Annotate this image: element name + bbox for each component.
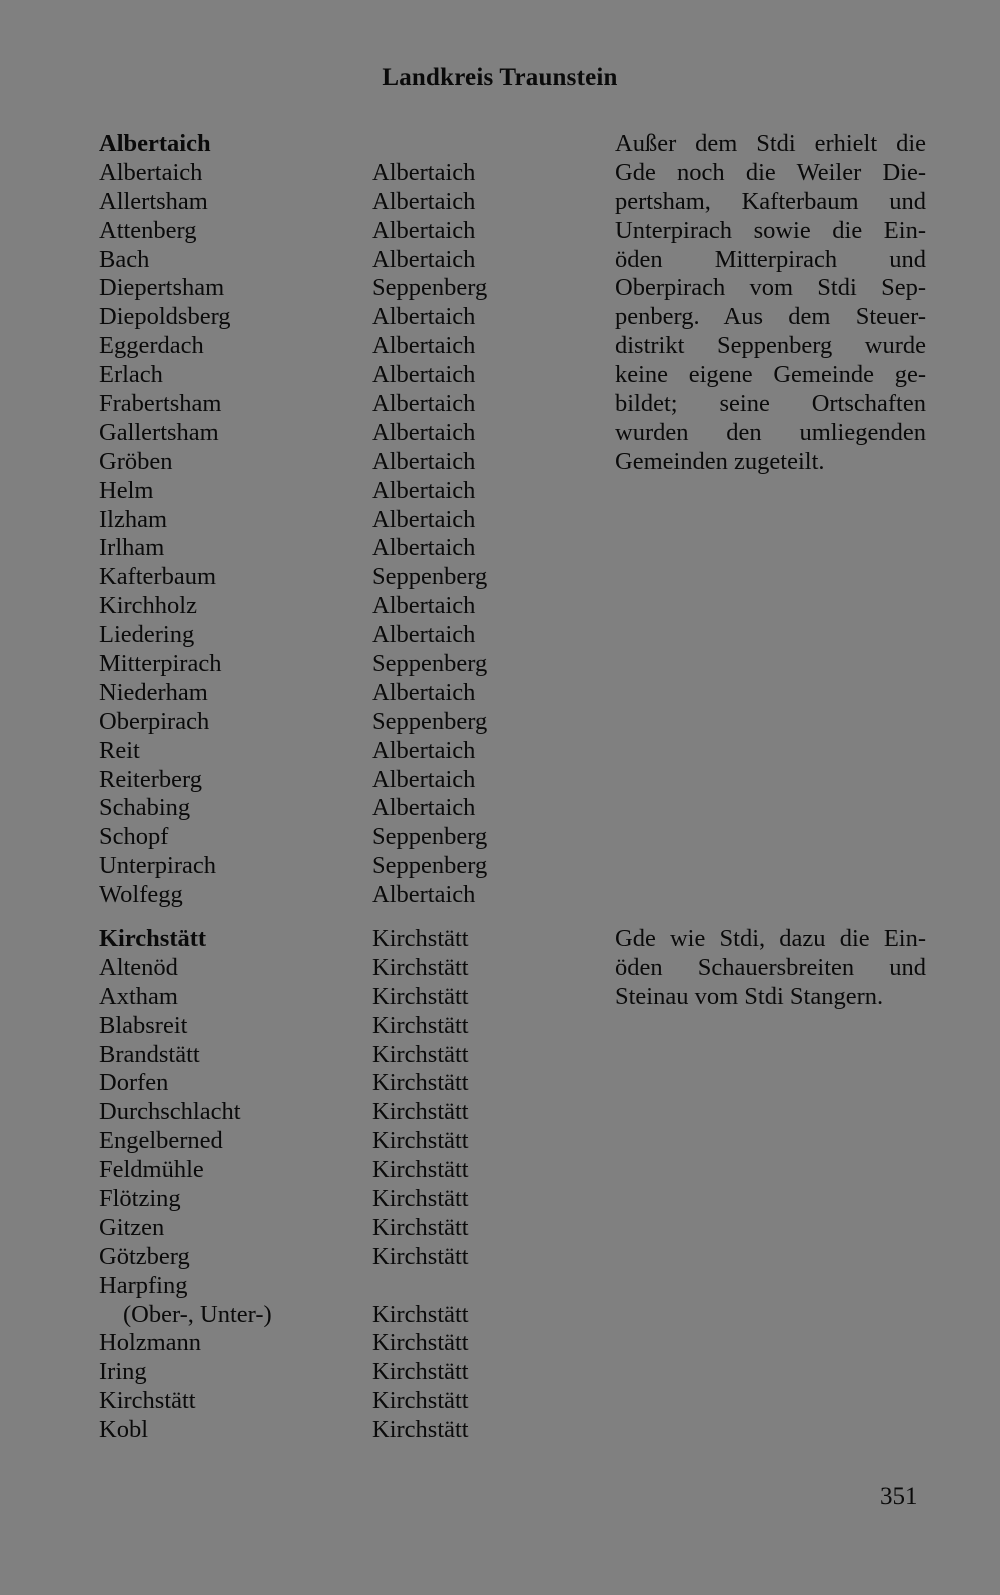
district-cell: Albertaich <box>372 187 476 215</box>
place-cell: Altenöd <box>99 953 178 981</box>
district-cell: Kirchstätt <box>372 1329 469 1357</box>
note-line: Außer dem Stdi erhielt die <box>615 130 926 157</box>
place-cell: Flötzing <box>99 1185 181 1213</box>
place-cell: Gitzen <box>99 1213 165 1241</box>
district-cell: Albertaich <box>372 736 476 764</box>
table-row <box>0 737 1000 766</box>
district-cell: Seppenberg <box>372 274 488 302</box>
place-cell: Harpfing <box>99 1271 188 1299</box>
district-cell: Kirchstätt <box>372 1242 469 1270</box>
table-row <box>0 1387 1000 1416</box>
gemeinde-heading: Kirchstätt <box>99 925 207 952</box>
note-line: penberg. Aus dem Steuer- <box>615 303 926 331</box>
place-cell: Kafterbaum <box>99 563 216 591</box>
place-cell: Holzmann <box>99 1329 202 1357</box>
district-cell: Albertaich <box>372 418 476 446</box>
district-cell: Kirchstätt <box>372 982 469 1010</box>
place-cell: Eggerdach <box>99 332 204 360</box>
note-line: Oberpirach vom Stdi Sep- <box>615 274 926 302</box>
table-row <box>0 1127 1000 1156</box>
table-row <box>0 679 1000 708</box>
table-row <box>0 477 1000 506</box>
table-row <box>0 592 1000 621</box>
district-cell: Albertaich <box>372 447 476 475</box>
table-row <box>0 506 1000 535</box>
district-cell: Albertaich <box>372 881 476 909</box>
district-cell: Kirchstätt <box>372 1069 469 1097</box>
place-cell: Helm <box>99 476 154 504</box>
place-cell: Liedering <box>99 621 195 649</box>
table-row <box>0 1012 1000 1041</box>
district-cell: Albertaich <box>372 592 476 620</box>
district-cell: Kirchstätt <box>372 1040 469 1068</box>
table-row <box>0 1185 1000 1214</box>
district-cell: Albertaich <box>372 216 476 244</box>
place-cell: Allertsham <box>99 187 208 215</box>
place-cell: Erlach <box>99 361 163 389</box>
district-cell: Albertaich <box>372 476 476 504</box>
note-line: Steinau vom Stdi Stangern. <box>615 982 884 1010</box>
place-cell: Reiterberg <box>99 765 202 793</box>
district-cell: Seppenberg <box>372 707 488 735</box>
table-row <box>0 1358 1000 1387</box>
table-row <box>0 534 1000 563</box>
page-title: Landkreis Traunstein <box>382 64 618 91</box>
section-note <box>615 925 926 1012</box>
place-cell: Frabertsham <box>99 390 222 418</box>
district-cell: Albertaich <box>372 534 476 562</box>
note-line: keine eigene Gemeinde ge- <box>615 361 926 389</box>
district-cell: Seppenberg <box>372 563 488 591</box>
section-kirchstaett <box>0 925 1000 1445</box>
table-row <box>0 1329 1000 1358</box>
place-cell: Axtham <box>99 982 178 1010</box>
district-cell: Kirchstätt <box>372 1300 469 1328</box>
place-cell: (Ober-, Unter-) <box>123 1300 272 1328</box>
place-cell: Blabsreit <box>99 1011 188 1039</box>
table-row <box>0 1041 1000 1070</box>
district-cell: Albertaich <box>372 158 476 186</box>
place-cell: Kirchholz <box>99 592 197 620</box>
note-line: öden Mitterpirach und <box>615 245 926 273</box>
table-row <box>0 881 1000 910</box>
place-cell: Niederham <box>99 678 208 706</box>
note-line: pertsham, Kafterbaum und <box>615 187 926 215</box>
place-cell: Feldmühle <box>99 1156 204 1184</box>
note-line: distrikt Seppenberg wurde <box>615 332 926 360</box>
place-cell: Engelberned <box>99 1127 223 1155</box>
place-cell: Mitterpirach <box>99 650 222 678</box>
district-cell: Seppenberg <box>372 852 488 880</box>
place-cell: Wolfegg <box>99 881 183 909</box>
place-cell: Bach <box>99 245 150 273</box>
note-line: Unterpirach sowie die Ein- <box>615 216 926 244</box>
place-cell: Irlham <box>99 534 165 562</box>
place-cell: Kobl <box>99 1416 148 1444</box>
place-cell: Ilzham <box>99 505 168 533</box>
district-cell: Albertaich <box>372 794 476 822</box>
table-row <box>0 823 1000 852</box>
table-row <box>0 650 1000 679</box>
place-cell: Brandstätt <box>99 1040 200 1068</box>
note-line: Gde noch die Weiler Die- <box>615 158 926 186</box>
note-line: wurden den umliegenden <box>615 418 926 446</box>
district-cell: Albertaich <box>372 390 476 418</box>
district-cell: Albertaich <box>372 361 476 389</box>
district-cell: Kirchstätt <box>372 1387 469 1415</box>
note-line: öden Schauersbreiten und <box>615 953 926 981</box>
district-cell: Albertaich <box>372 505 476 533</box>
table-row <box>0 794 1000 823</box>
place-cell: Götzberg <box>99 1242 190 1270</box>
place-cell: Diepertsham <box>99 274 225 302</box>
district-cell: Albertaich <box>372 245 476 273</box>
place-cell: Schopf <box>99 823 169 851</box>
place-cell: Oberpirach <box>99 707 210 735</box>
note-line: Gde wie Stdi, dazu die Ein- <box>615 925 926 952</box>
place-cell: Dorfen <box>99 1069 169 1097</box>
section-albertaich <box>0 130 1000 910</box>
place-cell: Gallertsham <box>99 418 219 446</box>
table-row <box>0 1214 1000 1243</box>
district-cell: Kirchstätt <box>372 1098 469 1126</box>
note-line: Gemeinden zugeteilt. <box>615 447 825 475</box>
table-row <box>0 621 1000 650</box>
district-cell: Kirchstätt <box>372 953 469 981</box>
district-cell: Kirchstätt <box>372 925 469 952</box>
place-cell: Attenberg <box>99 216 197 244</box>
table-row <box>0 1156 1000 1185</box>
district-cell: Albertaich <box>372 332 476 360</box>
place-cell: Diepoldsberg <box>99 303 231 331</box>
place-cell: Unterpirach <box>99 852 216 880</box>
district-cell: Kirchstätt <box>372 1156 469 1184</box>
district-cell: Albertaich <box>372 621 476 649</box>
district-cell: Kirchstätt <box>372 1185 469 1213</box>
gemeinde-heading: Albertaich <box>99 130 211 157</box>
place-cell: Schabing <box>99 794 191 822</box>
table-row <box>0 1416 1000 1445</box>
place-cell: Iring <box>99 1358 147 1386</box>
table-row <box>0 708 1000 737</box>
place-cell: Kirchstätt <box>99 1387 196 1415</box>
table-row <box>0 1069 1000 1098</box>
place-cell: Albertaich <box>99 158 203 186</box>
district-cell: Kirchstätt <box>372 1127 469 1155</box>
place-cell: Durchschlacht <box>99 1098 241 1126</box>
district-cell: Seppenberg <box>372 823 488 851</box>
table-row <box>0 766 1000 795</box>
table-row <box>0 563 1000 592</box>
table-row <box>0 1301 1000 1330</box>
table-row <box>0 1272 1000 1301</box>
place-cell: Reit <box>99 736 140 764</box>
section-note <box>615 130 926 477</box>
table-row <box>0 1098 1000 1127</box>
district-cell: Kirchstätt <box>372 1358 469 1386</box>
district-cell: Seppenberg <box>372 650 488 678</box>
table-row <box>0 1243 1000 1272</box>
district-cell: Kirchstätt <box>372 1416 469 1444</box>
table-row <box>0 852 1000 881</box>
district-cell: Albertaich <box>372 678 476 706</box>
district-cell: Kirchstätt <box>372 1011 469 1039</box>
district-cell: Albertaich <box>372 303 476 331</box>
district-cell: Kirchstätt <box>372 1213 469 1241</box>
note-line: bildet; seine Ortschaften <box>615 390 926 418</box>
place-cell: Gröben <box>99 447 173 475</box>
page-number: 351 <box>880 1483 918 1510</box>
district-cell: Albertaich <box>372 765 476 793</box>
